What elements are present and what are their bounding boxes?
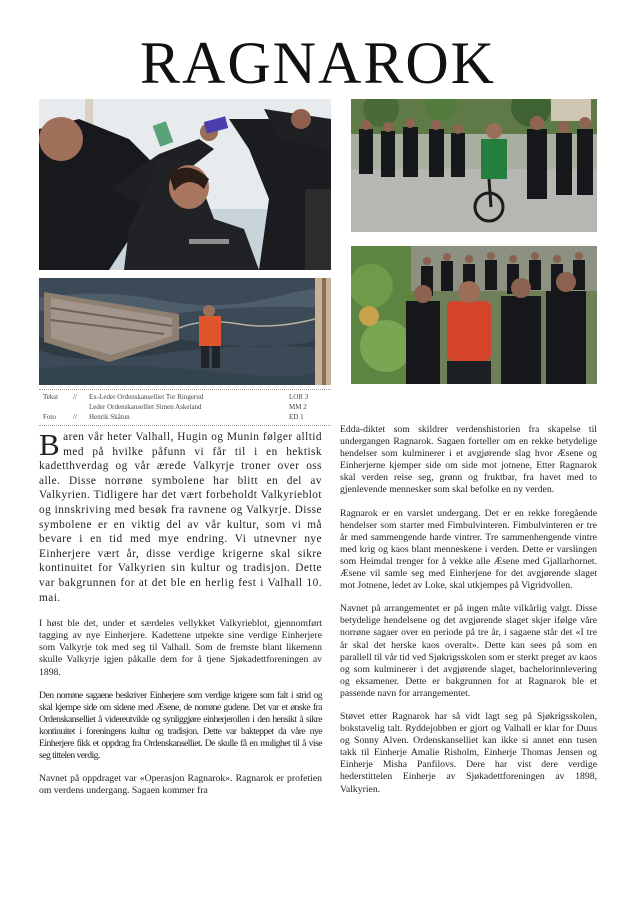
photo-raft-at-sea bbox=[39, 278, 331, 385]
credit-label bbox=[39, 402, 73, 412]
credit-name: Ex-Leder Ordenskanselliet Tor Ringerud bbox=[89, 393, 204, 401]
photo-cadets-marching-street bbox=[351, 99, 597, 232]
credit-separator: // bbox=[73, 413, 77, 421]
credit-separator bbox=[73, 402, 89, 412]
credit-row bbox=[39, 412, 331, 422]
credit-name: Henrik Skåtun bbox=[89, 413, 130, 421]
credit-name: Leder Ordenskanselliet Simen Askeland bbox=[89, 403, 202, 411]
body-paragraph: Støvet etter Ragnarok har så vidt lagt seg på Sjøkrigsskolen, bokstavelig talt. Ryddejobben er gjort og Valhall er klar for Duus og Sonny Alven. Ordenskanselliet kan ikke si annet enn tusen takk til Einherje Amalie Risholm, Einherje Thomas Jensen og Einherje Misha Panfilovs. Dere har vist dere verdige hederstittelen Einherje av Sjøkadettforeningen av 1898, Valkyrien. bbox=[340, 710, 597, 795]
lead-paragraph bbox=[39, 427, 322, 605]
credit-label: Tekst bbox=[43, 393, 59, 401]
credit-label: Foto bbox=[43, 413, 56, 421]
body-paragraph: Ragnarok er en varslet undergang. Det er en rekke foregående hendelser som starter med Fimbulvinteren. Fimbulvinteren er tre år med sammengende harde vintrer. Tre sammenhengende vintre med krig og kaos blant menneskene i verden. Dette er varslingen som Heimdal trenger for å vekke alle Æsene med Gjallarhornet. Æsene vil samle seg med Einherjene for det avgjørende slaget mot Jotnene, ledet av Loke, skal utkjempes på Vigridvollen. bbox=[340, 507, 597, 592]
article-right-column bbox=[340, 424, 597, 807]
credit-separator: // bbox=[73, 393, 77, 401]
body-paragraph: Navnet på oppdraget var «Operasjon Ragnarok». Ragnarok er profetien om verdens undergang. Sagaen kommer fra bbox=[39, 773, 322, 797]
body-paragraph: Edda-diktet som skildrer verdenshistorien fra skapelse til undergangen Ragnarok. Sagaen forteller om en rekke betydelige hendelser som kulminerer i et avgjørende slag hvor Æsene og Einherjerne kjemper side om side mot jotnene, Etter Ragnarok skal verden reise seg, grønn og fruktbar, fra havet med to gjenlevende mennesker som skal befolke en ny verden. bbox=[340, 424, 597, 496]
body-paragraph: I høst ble det, under et særdeles vellykket Valkyrieblot, gjennomført tagging av nye Einherjere. Kadettene utpekte sine verdige Einherjere som Valkyrje tok med seg til Valhall. Som de fremste blant likemenn skulle Valkyrje igjen påkalle dem for å tjene Sjøkadettforeningen av 1898. bbox=[39, 618, 322, 678]
page-title: RAGNAROK bbox=[139, 30, 497, 96]
credit-rank: LOR 3 bbox=[289, 393, 309, 401]
drop-cap: B bbox=[39, 427, 61, 462]
photo-cadets-crowd-lifevest bbox=[351, 246, 597, 384]
credit-rank: ED 1 bbox=[289, 413, 304, 421]
credit-row bbox=[39, 392, 331, 402]
credit-rank: MM 2 bbox=[289, 403, 307, 411]
photo-drinking-celebration bbox=[39, 99, 331, 270]
body-paragraph: Den norrøne sagaene beskriver Einherjere som verdige krigere som falt i strid og skal kjempe side om sidene med Æsene, de norrøne gudene. Det var et ønske fra Ordenskanselliet å videreutvikle og synliggjøre einherjerollen i den hensikt å sikre kontinuitet i foreningens kultur og tradisjon. Dette var bakteppet da våre nye Einherjere fikk et oppdrag fra Ordenskanselliet. De skulle få en mulighet til å vise seg tittelen verdig. bbox=[39, 689, 322, 762]
article-left-column bbox=[39, 427, 322, 808]
credit-row bbox=[39, 402, 331, 412]
photo-credits bbox=[39, 389, 331, 426]
body-paragraph: Navnet på arrangementet er på ingen måte vilkårlig valgt. Disse betydelige hendelsene og det avgjørende slaget skjer ifølge våre norrøne sagaer over en periode på tre år, i sagaene står det «I tre år skal det herske kaos overalt». Dette kan sees på som en parallell til vår tid ved Sjøkrigsskolen som er sterkt preget av kaos og som kulminerer i det avgjørende slaget, bachelorinnlevering og eksamener. Dette er bakgrunnen for at Ragnarok ble et passende navn for arrangementet. bbox=[340, 603, 597, 699]
lead-text: aren vår heter Valhall, Hugin og Munin følger alltid med på hvilke påfunn vi får til i en hektisk kadetthverdag og vår ærede Valkyrje troner over oss alle. Disse norrøne symbolene har blitt en del av Valkyrien. Tidligere har det vært forbeholdt Valkyrieblot og innskriving med besøk fra ravnene og Valkyrje. Disse symbolene er en viktig del av vår kultur, som vi må bevare i en tid med mye endring. Vi utnevner nye Einherjere vært år, disse verdige krigerne skal sikre kontinuitet for Valkyrien sin kultur og tradisjon. Dette var bakgrunnen for at det ble en herlig fest i Valhall 10. mai. bbox=[39, 431, 322, 604]
